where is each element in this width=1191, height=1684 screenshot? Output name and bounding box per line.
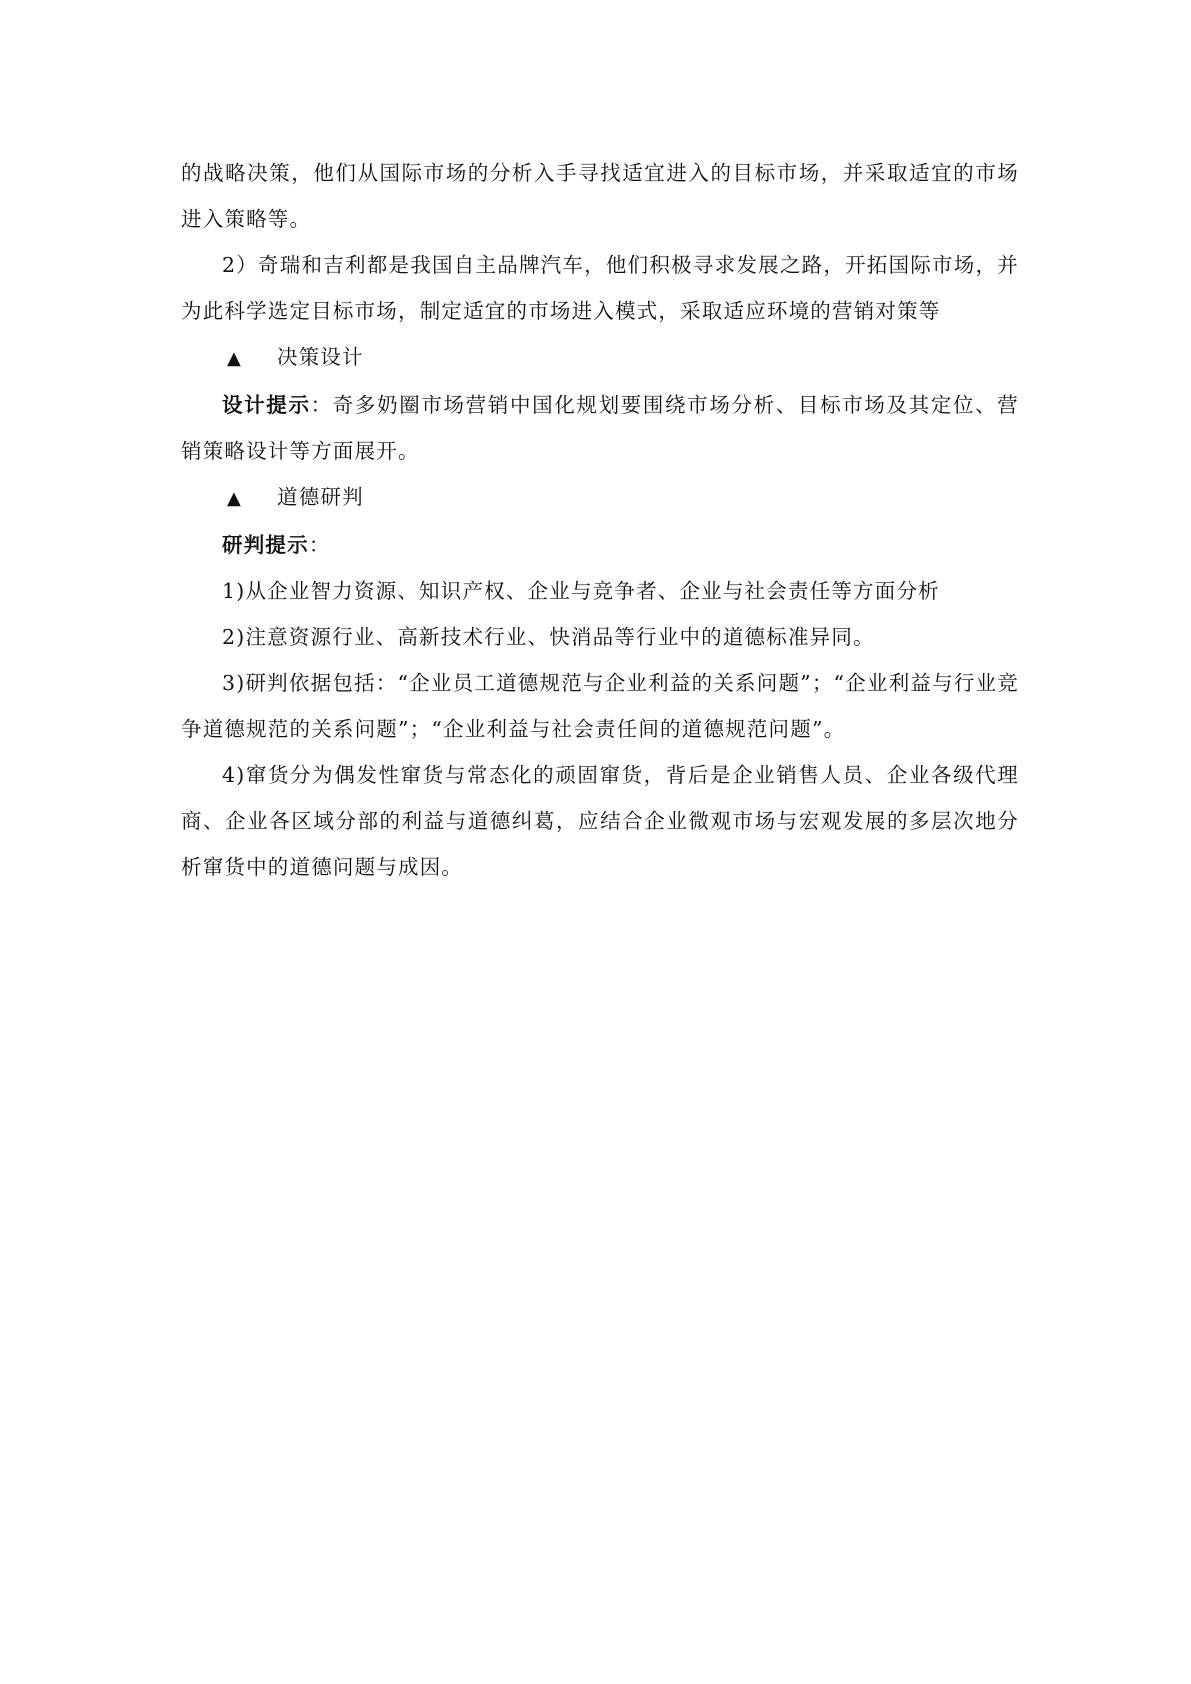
ethics-hint-item: 1)从企业智力资源、知识产权、企业与竞争者、企业与社会责任等方面分析 <box>222 579 940 603</box>
design-hint-text: 奇多奶圈市场营销中国化规划要围绕市场分析、目标市场及其定位、营销策略设计等方面展开。 <box>181 393 1019 463</box>
ethics-hint-colon: ： <box>308 533 331 557</box>
section-title-decision-design: 决策设计 <box>277 345 364 369</box>
ethics-hint-item: 4)窜货分为偶发性窜货与常态化的顽固窜货，背后是企业销售人员、企业各级代理商、企业各区域分部的利益与道德纠葛，应结合企业微观市场与宏观发展的多层次地分析窜货中的道德问题与成因。 <box>181 763 1019 879</box>
ethics-hint-item: 2)注意资源行业、高新技术行业、快消品等行业中的道德标准异同。 <box>222 625 875 649</box>
section-title-ethics-judgment: 道德研判 <box>277 485 364 509</box>
design-hint-colon: ： <box>310 393 333 417</box>
ethics-hint-label: 研判提示 <box>222 533 309 557</box>
design-hint-label: 设计提示 <box>222 393 311 417</box>
triangle-bullet-icon: ▲ <box>227 488 243 509</box>
triangle-bullet-icon: ▲ <box>227 348 243 369</box>
section-heading-ethics-judgment <box>181 474 1019 522</box>
document-body <box>181 150 1019 890</box>
paragraph-strategy-continuation: 的战略决策，他们从国际市场的分析入手寻找适宜进入的目标市场，并采取适宜的市场进入策略等。 <box>181 161 1019 231</box>
paragraph-design-hint <box>181 382 1019 474</box>
paragraph-ethics-hint <box>181 522 1019 568</box>
paragraph-chery-geely: 2）奇瑞和吉利都是我国自主品牌汽车，他们积极寻求发展之路，开拓国际市场，并为此科学选定目标市场，制定适宜的市场进入模式，采取适应环境的营销对策等 <box>181 253 1019 323</box>
section-heading-decision-design <box>181 334 1019 382</box>
ethics-hint-item: 3)研判依据包括：“企业员工道德规范与企业利益的关系问题”；“企业利益与行业竞争道德规范的关系问题”；“企业利益与社会责任间的道德规范问题”。 <box>181 671 1019 741</box>
